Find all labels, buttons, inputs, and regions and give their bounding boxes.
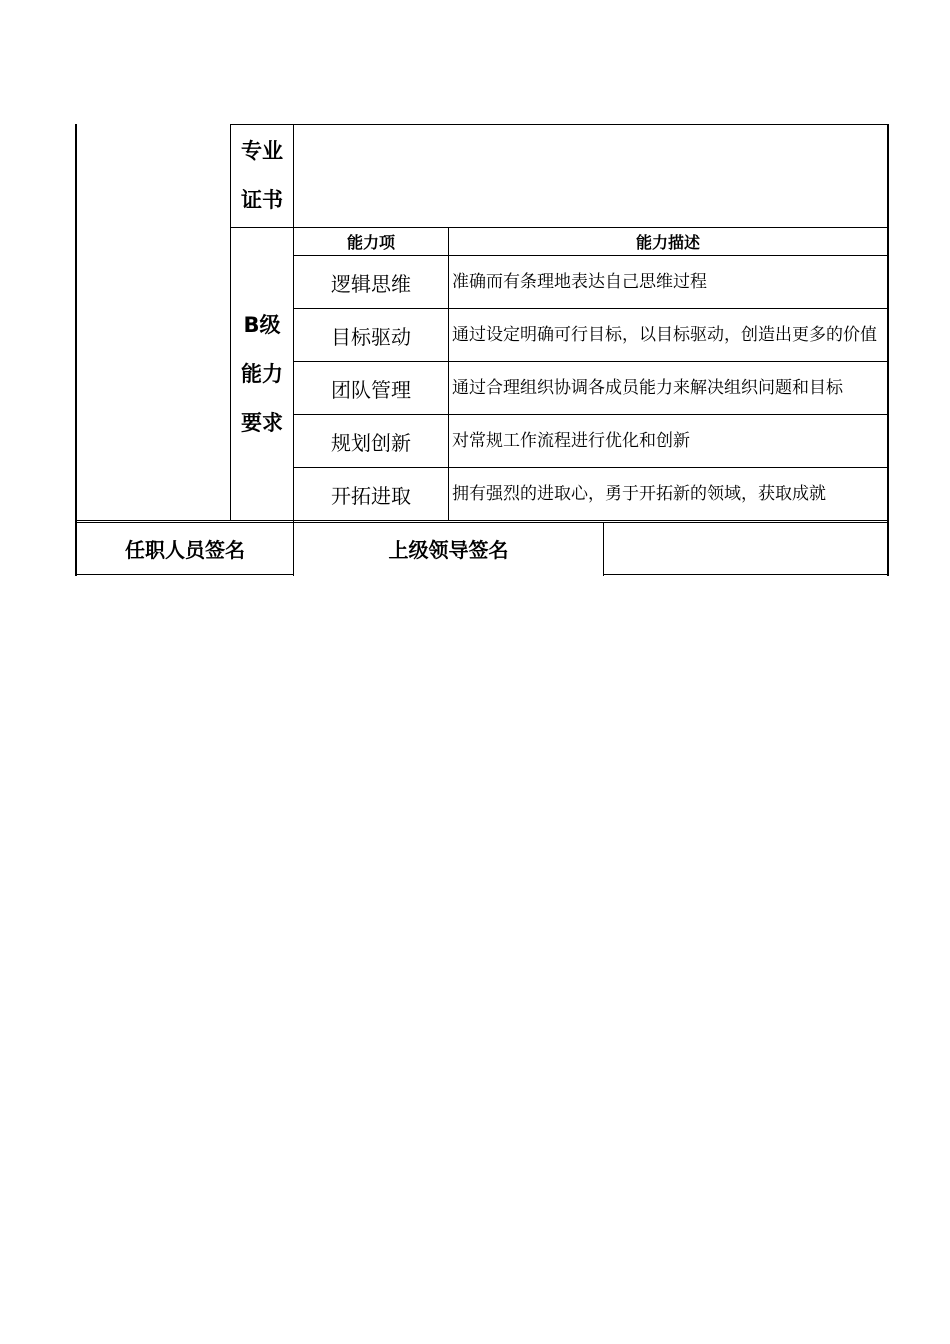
border-left [75, 124, 77, 576]
ability-label-line1: B级 [243, 312, 281, 337]
ability-label [231, 228, 293, 520]
cert-label-line1: 专业 [241, 139, 283, 163]
ability-item: 团队管理 [331, 377, 411, 402]
ability-item: 开拓进取 [331, 483, 411, 508]
border-right [887, 124, 889, 576]
ability-item: 逻辑思维 [331, 271, 411, 296]
supervisor-signature-label: 上级领导签名 [388, 538, 509, 562]
cert-content[interactable] [294, 125, 887, 227]
cert-label-line2: 证书 [241, 188, 283, 212]
divider-signature-upper [75, 520, 889, 521]
ability-desc: 对常规工作流程进行优化和创新 [452, 431, 690, 451]
supervisor-signature-field[interactable] [604, 523, 887, 574]
ability-desc: 拥有强烈的进取心，勇于开拓新的领域，获取成就 [452, 484, 826, 504]
ability-label-line3: 要求 [241, 410, 283, 435]
border-bottom-left [75, 574, 294, 575]
ability-label-line2: 能力 [241, 361, 283, 386]
employee-signature-label: 任职人员签名 [125, 538, 245, 562]
ability-item: 目标驱动 [331, 324, 411, 349]
border-bottom-right [603, 574, 889, 575]
ability-item: 规划创新 [331, 430, 411, 455]
header-ability-item: 能力项 [346, 233, 395, 252]
ability-desc: 准确而有条理地表达自己思维过程 [452, 272, 707, 292]
ability-desc: 通过合理组织协调各成员能力来解决组织问题和目标 [452, 378, 843, 398]
cert-label [231, 125, 293, 227]
ability-desc: 通过设定明确可行目标，以目标驱动，创造出更多的价值 [452, 325, 877, 345]
header-ability-desc: 能力描述 [635, 233, 700, 252]
